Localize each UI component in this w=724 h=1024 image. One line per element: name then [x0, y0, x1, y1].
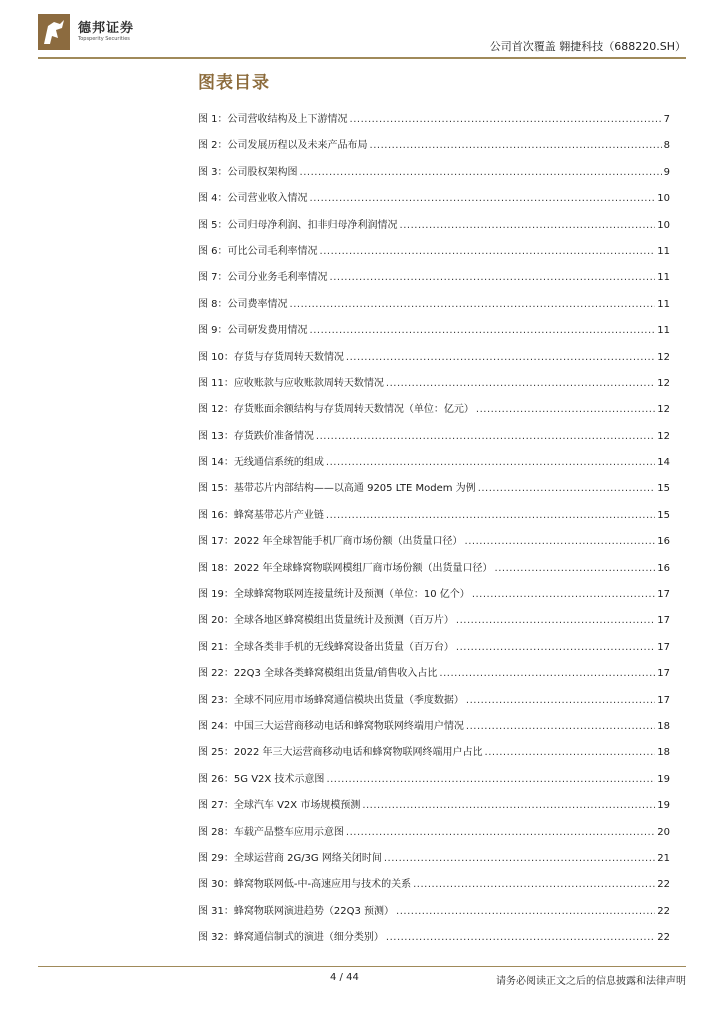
toc-entry-label: 图 29：全球运营商 2G/3G 网络关闭时间 — [198, 852, 382, 864]
toc-entry-label: 图 28：车载产品整车应用示意图 — [198, 826, 344, 838]
toc-entry-label: 图 13：存货跌价准备情况 — [198, 430, 314, 442]
toc-entry-label: 图 5：公司归母净利润、扣非归母净利润情况 — [198, 219, 398, 231]
toc-entry-page: 18 — [657, 747, 670, 759]
toc-entry-label: 图 23：全球不同应用市场蜂窝通信模块出货量（季度数据） — [198, 694, 464, 706]
toc-entry-page: 11 — [657, 245, 670, 257]
toc-entry-label: 图 16：蜂窝基带芯片产业链 — [198, 509, 324, 521]
toc-entry[interactable] — [198, 664, 670, 690]
toc-entry[interactable] — [198, 268, 670, 294]
toc-leader-dots — [326, 774, 655, 785]
toc-entry-page: 16 — [657, 562, 670, 574]
page-title: 图表目录 — [198, 73, 270, 93]
toc-leader-dots — [472, 589, 655, 600]
toc-entry[interactable] — [198, 585, 670, 611]
toc-leader-dots — [456, 615, 655, 626]
toc-entry[interactable] — [198, 242, 670, 268]
toc-entry[interactable] — [198, 559, 670, 585]
toc-entry-label: 图 27：全球汽车 V2X 市场规模预测 — [198, 800, 361, 812]
toc-entry-page: 17 — [657, 615, 670, 627]
toc-entry-page: 19 — [657, 773, 670, 785]
toc-entry-page: 12 — [657, 404, 670, 416]
toc-entry-label: 图 18：2022 年全球蜂窝物联网模组厂商市场份额（出货量口径） — [198, 562, 493, 574]
toc-entry[interactable] — [198, 427, 670, 453]
toc-leader-dots — [466, 721, 655, 732]
toc-entry-page: 22 — [657, 879, 670, 891]
toc-entry-label: 图 21：全球各类非手机的无线蜂窝设备出货量（百万台） — [198, 641, 454, 653]
toc-entry[interactable] — [198, 479, 670, 505]
toc-entry-page: 20 — [657, 826, 670, 838]
toc-entry-page: 10 — [657, 193, 670, 205]
toc-entry-page: 17 — [657, 641, 670, 653]
toc-entry-label: 图 14：无线通信系统的组成 — [198, 457, 324, 469]
toc-leader-dots — [456, 642, 655, 653]
toc-entry[interactable] — [198, 532, 670, 558]
toc-entry-label: 图 11：应收账款与应收账款周转天数情况 — [198, 377, 384, 389]
toc-leader-dots — [370, 140, 662, 151]
toc-entry-page: 17 — [657, 589, 670, 601]
toc-leader-dots — [320, 246, 656, 257]
toc-entry-page: 11 — [657, 325, 670, 337]
toc-leader-dots — [310, 193, 656, 204]
toc-entry-page: 11 — [657, 272, 670, 284]
toc-entry-label: 图 26：5G V2X 技术示意图 — [198, 773, 325, 785]
toc-leader-dots — [300, 167, 662, 178]
toc-entry-page: 11 — [657, 298, 670, 310]
toc-entry-page: 12 — [657, 430, 670, 442]
toc-leader-dots — [476, 404, 655, 415]
toc-entry-page: 17 — [657, 668, 670, 680]
toc-entry[interactable] — [198, 295, 670, 321]
toc-entry-label: 图 3：公司股权架构图 — [198, 166, 298, 178]
toc-leader-dots — [362, 800, 655, 811]
toc-entry-label: 图 30：蜂窝物联网低-中-高速应用与技术的关系 — [198, 879, 412, 891]
toc-leader-dots — [346, 827, 655, 838]
disclaimer-text: 请务必阅读正文之后的信息披露和法律声明 — [496, 976, 686, 987]
toc-entry-label: 图 32：蜂窝通信制式的演进（细分类别） — [198, 932, 384, 944]
toc-entry-page: 17 — [657, 694, 670, 706]
toc-leader-dots — [400, 220, 656, 231]
toc-entry[interactable] — [198, 611, 670, 637]
toc-entry-page: 22 — [657, 905, 670, 917]
toc-leader-dots — [350, 114, 662, 125]
toc-entry-page: 8 — [663, 140, 670, 152]
toc-entry[interactable] — [198, 163, 670, 189]
toc-leader-dots — [326, 510, 655, 521]
toc-entry[interactable] — [198, 400, 670, 426]
toc-entry[interactable] — [198, 770, 670, 796]
toc-entry-page: 15 — [657, 483, 670, 495]
toc-entry[interactable] — [198, 717, 670, 743]
toc-entry-page: 21 — [657, 852, 670, 864]
toc-entry-label: 图 19：全球蜂窝物联网连接量统计及预测（单位：10 亿个） — [198, 589, 470, 601]
toc-entry[interactable] — [198, 348, 670, 374]
toc-entry-label: 图 24：中国三大运营商移动电话和蜂窝物联网终端用户情况 — [198, 720, 464, 732]
toc-entry-page: 15 — [657, 509, 670, 521]
figure-list — [198, 110, 670, 955]
toc-entry-label: 图 17：2022 年全球智能手机厂商市场份额（出货量口径） — [198, 536, 463, 548]
toc-entry[interactable] — [198, 638, 670, 664]
toc-leader-dots — [413, 879, 655, 890]
toc-entry-page: 12 — [657, 377, 670, 389]
toc-entry-label: 图 15：基带芯片内部结构——以高通 9205 LTE Modem 为例 — [198, 483, 476, 495]
toc-entry[interactable] — [198, 875, 670, 901]
page-number: 4 / 44 — [330, 972, 359, 983]
toc-leader-dots — [386, 378, 655, 389]
toc-entry[interactable] — [198, 823, 670, 849]
toc-leader-dots — [485, 747, 656, 758]
toc-entry-label: 图 22：22Q3 全球各类蜂窝模组出货量/销售收入占比 — [198, 668, 438, 680]
toc-entry-page: 10 — [657, 219, 670, 231]
toc-entry-page: 22 — [657, 932, 670, 944]
toc-entry-page: 7 — [663, 114, 670, 125]
toc-leader-dots — [384, 853, 655, 864]
toc-entry[interactable] — [198, 189, 670, 215]
toc-leader-dots — [310, 325, 656, 336]
toc-leader-dots — [465, 536, 656, 547]
toc-leader-dots — [330, 272, 656, 283]
company-logo — [38, 14, 148, 50]
toc-entry-label: 图 1：公司营收结构及上下游情况 — [198, 114, 348, 125]
toc-leader-dots — [316, 431, 655, 442]
toc-entry[interactable] — [198, 743, 670, 769]
toc-leader-dots — [290, 299, 656, 310]
toc-entry-page: 14 — [657, 457, 670, 469]
toc-entry[interactable] — [198, 321, 670, 347]
logo-chinese-name: 德邦证券 — [78, 21, 135, 36]
toc-entry-page: 12 — [657, 351, 670, 363]
toc-entry-label: 图 10：存货与存货周转天数情况 — [198, 351, 344, 363]
toc-entry[interactable] — [198, 928, 670, 954]
toc-entry-page: 9 — [663, 166, 670, 178]
toc-entry[interactable] — [198, 796, 670, 822]
toc-entry-label: 图 2：公司发展历程以及未来产品布局 — [198, 140, 368, 152]
toc-entry-label: 图 12：存货账面余额结构与存货周转天数情况（单位：亿元） — [198, 404, 474, 416]
toc-leader-dots — [495, 563, 656, 574]
toc-entry-label: 图 25：2022 年三大运营商移动电话和蜂窝物联网终端用户占比 — [198, 747, 483, 759]
toc-leader-dots — [386, 932, 655, 943]
toc-entry-page: 19 — [657, 800, 670, 812]
toc-entry-label: 图 31：蜂窝物联网演进趋势（22Q3 预测） — [198, 905, 395, 917]
toc-entry[interactable] — [198, 902, 670, 928]
toc-leader-dots — [346, 352, 655, 363]
toc-entry[interactable] — [198, 216, 670, 242]
toc-entry[interactable] — [198, 136, 670, 162]
toc-entry[interactable] — [198, 506, 670, 532]
toc-leader-dots — [326, 457, 655, 468]
logo-mark-icon — [38, 14, 70, 50]
logo-english-name: Topsperity Securities — [78, 36, 130, 42]
toc-leader-dots — [439, 668, 655, 679]
toc-entry[interactable] — [198, 453, 670, 479]
toc-leader-dots — [466, 695, 655, 706]
document-info: 公司首次覆盖 翱捷科技（688220.SH） — [489, 40, 686, 53]
toc-leader-dots — [396, 906, 655, 917]
header-divider — [38, 57, 686, 59]
toc-entry-label: 图 9：公司研发费用情况 — [198, 325, 308, 337]
toc-entry-label: 图 8：公司费率情况 — [198, 298, 288, 310]
toc-entry[interactable] — [198, 849, 670, 875]
toc-entry-label: 图 6：可比公司毛利率情况 — [198, 245, 318, 257]
toc-entry[interactable] — [198, 374, 670, 400]
toc-entry-label: 图 4：公司营业收入情况 — [198, 193, 308, 205]
toc-leader-dots — [478, 483, 656, 494]
toc-entry-page: 16 — [657, 536, 670, 548]
toc-entry[interactable] — [198, 691, 670, 717]
footer-divider — [38, 966, 686, 967]
toc-entry[interactable] — [198, 110, 670, 136]
toc-entry-label: 图 20：全球各地区蜂窝模组出货量统计及预测（百万片） — [198, 615, 454, 627]
toc-entry-label: 图 7：公司分业务毛利率情况 — [198, 272, 328, 284]
toc-entry-page: 18 — [657, 720, 670, 732]
